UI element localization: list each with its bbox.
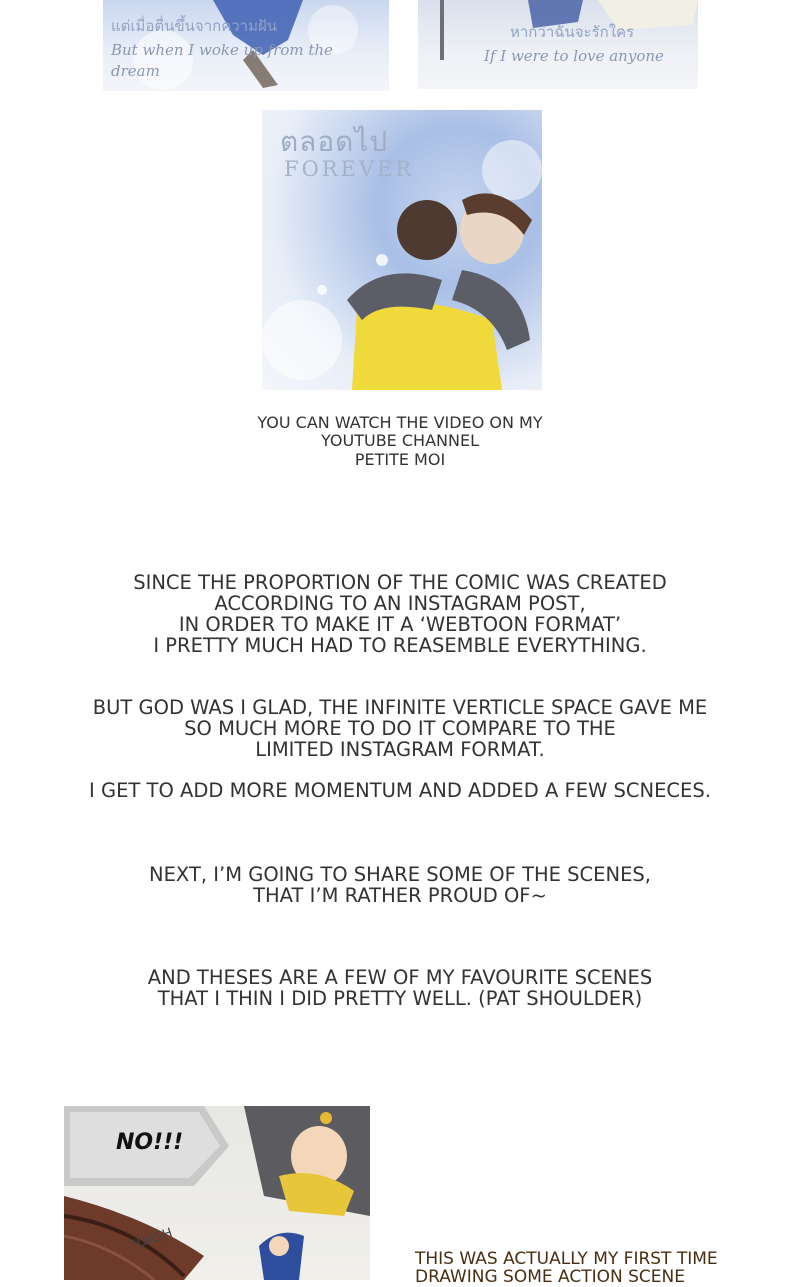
text-line: AND THESES ARE A FEW OF MY FAVOURITE SCENES (147, 966, 653, 989)
comic-panel-top-right (418, 0, 698, 89)
text-line: DRAWING SOME ACTION SCENE (415, 1267, 685, 1287)
comic-panel-forever (262, 110, 542, 390)
forever-title-thai: ตลอดไป (280, 125, 389, 158)
text-line: SO MUCH MORE TO DO IT COMPARE TO THE (184, 717, 616, 740)
text-line: YOU CAN WATCH THE VIDEO ON MY (257, 413, 543, 432)
caption-english: dream (111, 62, 160, 80)
caption-thai: แต่เมื่อตื่นขึ้นจากความฝัน (111, 17, 278, 35)
panel-illustration (64, 1106, 370, 1280)
caption-thai: หากว่าฉันจะรักใคร (510, 23, 635, 41)
text-line: PETITE MOI (354, 450, 446, 469)
paragraph-momentum: I GET TO ADD MORE MOMENTUM AND ADDED A FEW SCNECES. (89, 779, 711, 802)
sound-effect-text: *DASH (128, 1225, 175, 1254)
comic-panel-action (64, 1106, 370, 1280)
text-line: IN ORDER TO MAKE IT A ‘WEBTOON FORMAT’ (178, 613, 622, 636)
text-line: THAT I THIN I DID PRETTY WELL. (PAT SHOULDER) (157, 987, 643, 1010)
caption-english: If I were to love anyone (484, 47, 664, 65)
text-line: SINCE THE PROPORTION OF THE COMIC WAS CREATED (133, 571, 667, 594)
text-line: LIMITED INSTAGRAM FORMAT. (255, 738, 545, 761)
text-line: NEXT, I’M GOING TO SHARE SOME OF THE SCENES, (149, 863, 651, 886)
caption-english: But when I woke up from the (111, 41, 333, 59)
text-line: YOUTUBE CHANNEL (321, 431, 479, 450)
text-line: THAT I’M RATHER PROUD OF~ (253, 884, 547, 907)
forever-title-english: FOREVER (284, 157, 415, 181)
panel-illustration (418, 0, 698, 89)
text-line: BUT GOD WAS I GLAD, THE INFINITE VERTICLE SPACE GAVE ME (92, 696, 708, 719)
text-line: THIS WAS ACTUALLY MY FIRST TIME (415, 1249, 718, 1269)
shout-bubble-text: NO!!! (116, 1130, 184, 1155)
comic-panel-top-left (103, 0, 389, 91)
text-line: I PRETTY MUCH HAD TO REASEMBLE EVERYTHING. (153, 634, 647, 657)
text-line: ACCORDING TO AN INSTAGRAM POST, (214, 592, 586, 615)
